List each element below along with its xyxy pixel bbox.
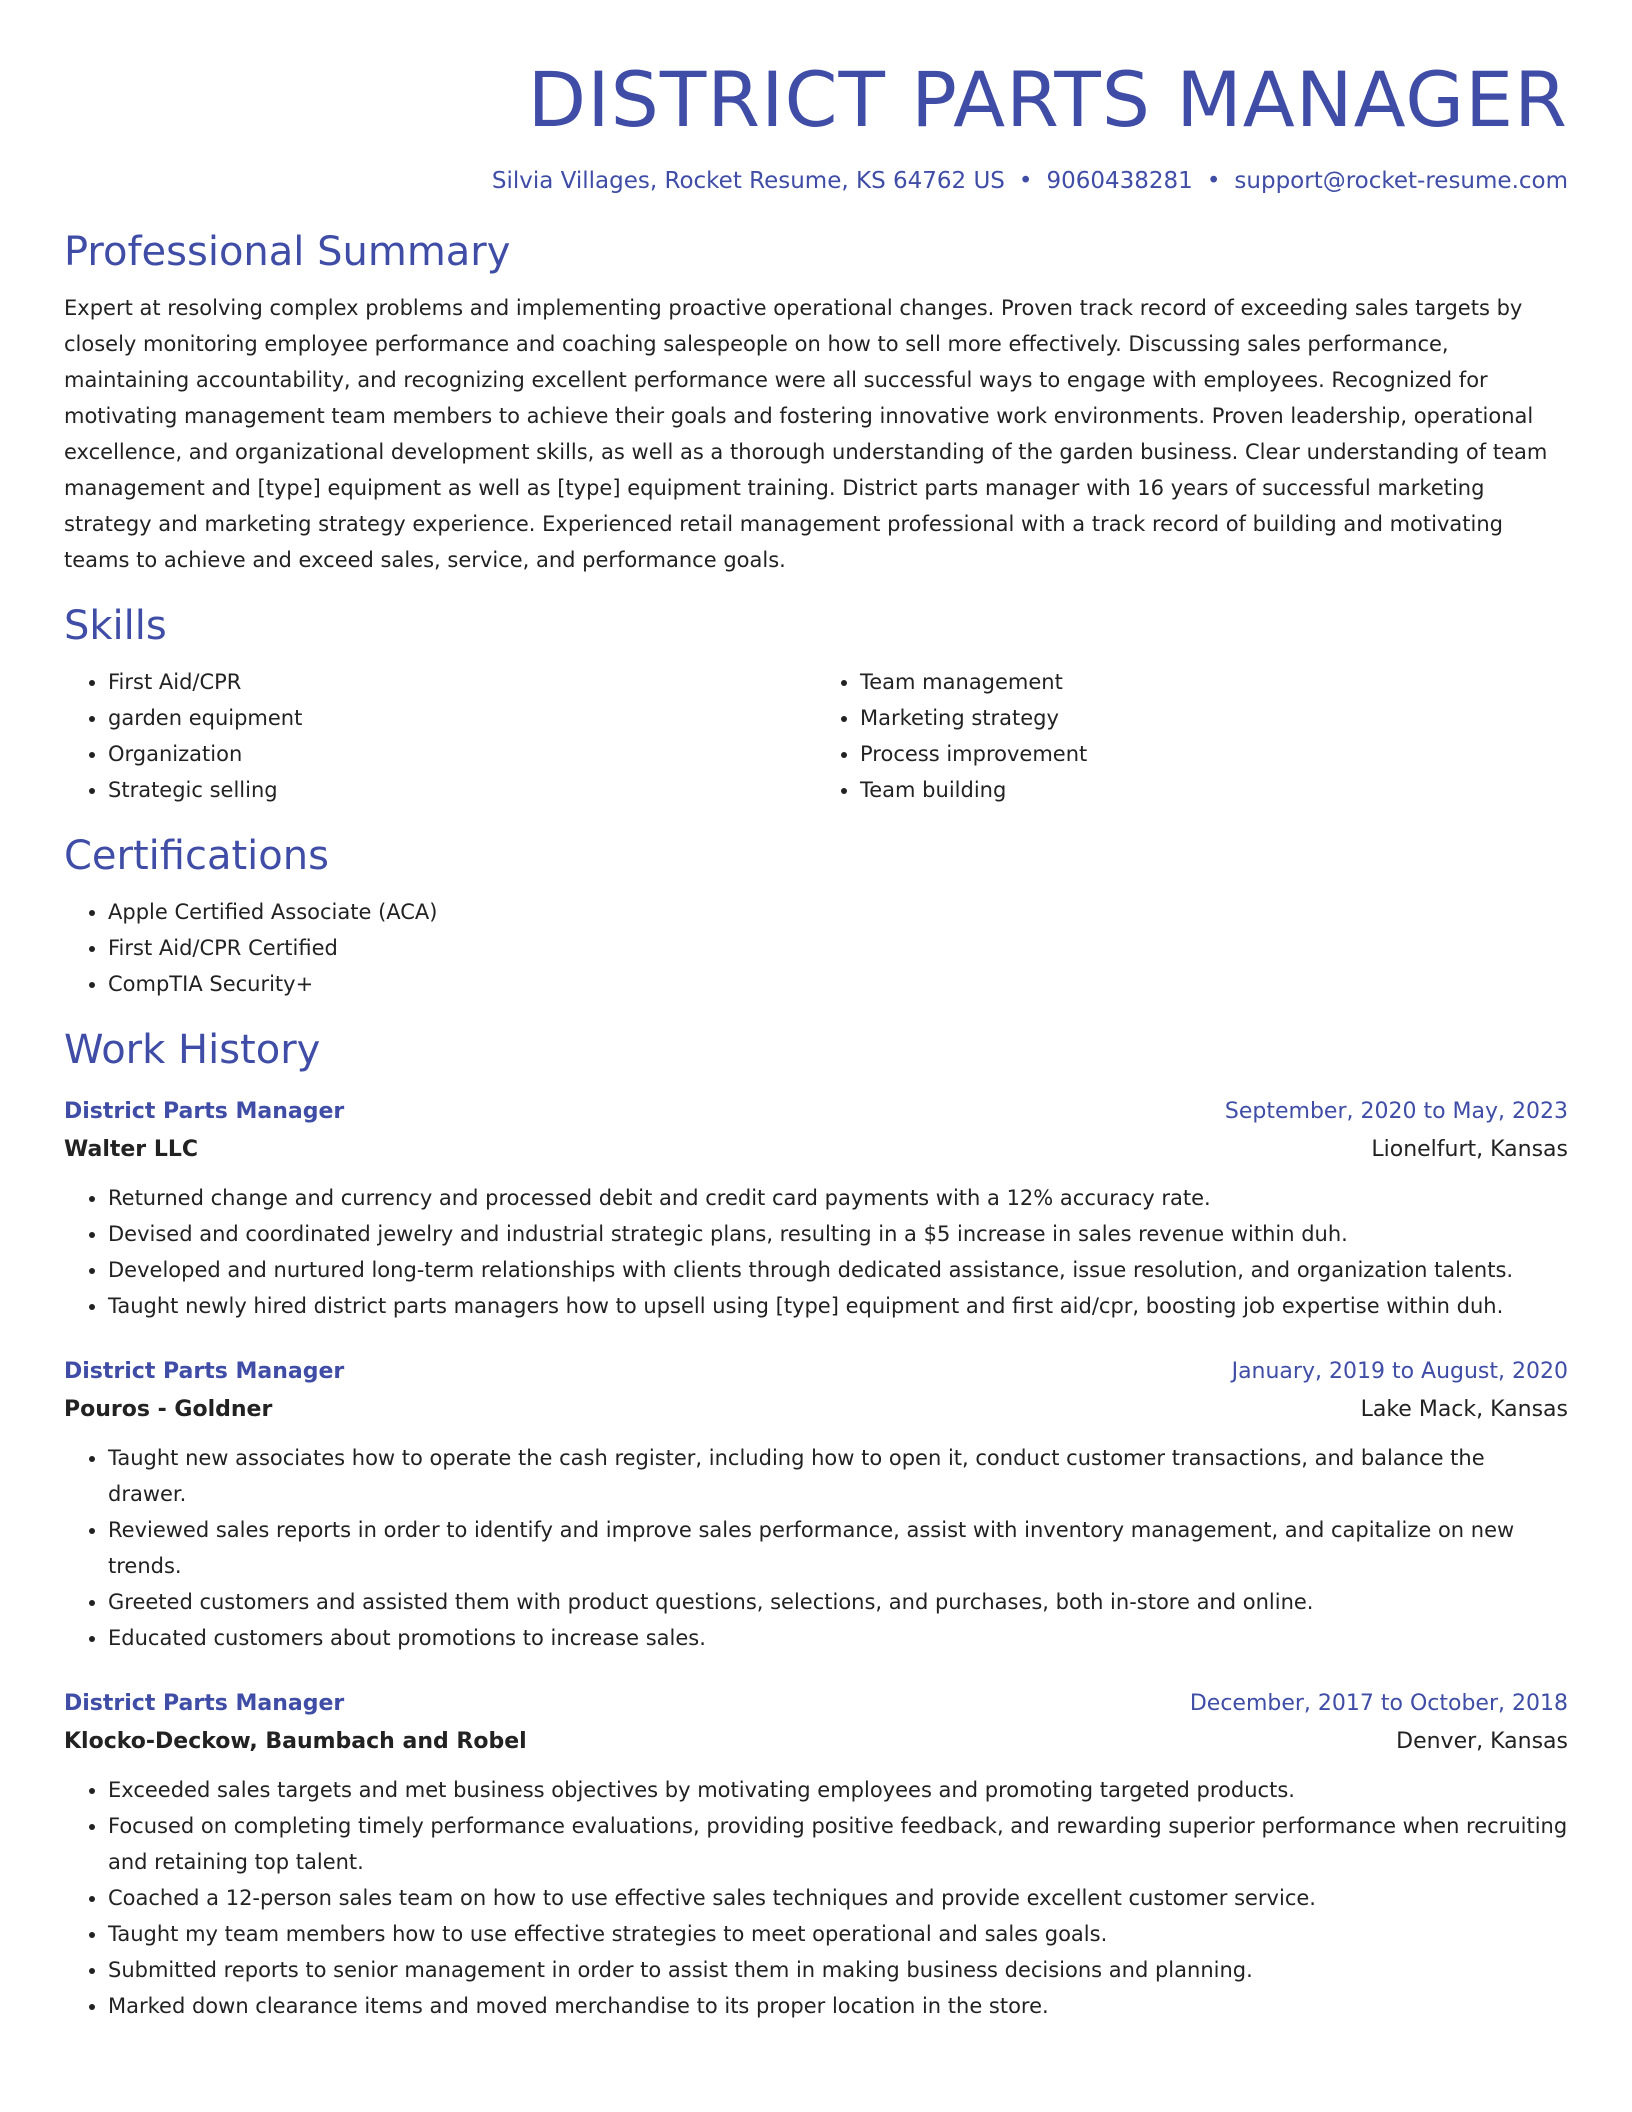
skills-heading: Skills (64, 603, 167, 649)
job-title: District Parts Manager (64, 1099, 345, 1124)
job-header-row (64, 1686, 1568, 1722)
contact-phone: 9060438281 (1046, 168, 1193, 194)
job-company: Pouros - Goldner (64, 1397, 273, 1422)
contact-address: Silvia Villages, Rocket Resume, KS 64762 US (491, 168, 1005, 194)
job-company-row (64, 1390, 1568, 1430)
job-bullets (64, 1180, 1568, 1324)
job-bullet: • Taught new associates how to operate the cash register, including how to open it, conduct customer transactions, and balance the drawer. (108, 1440, 1568, 1512)
skills-left-list (64, 664, 816, 808)
certification-item: • Apple Certified Associate (ACA) (108, 894, 1568, 930)
skill-item: • Team management (860, 664, 1568, 700)
job-bullet: • Coached a 12-person sales team on how to use effective sales techniques and provide excellent customer service. (108, 1880, 1568, 1916)
contact-separator: • (1018, 168, 1033, 194)
job-bullet: • Taught newly hired district parts managers how to upsell using [type] equipment and first aid/cpr, boosting job expertise within duh. (108, 1288, 1568, 1324)
job-bullet: • Returned change and currency and processed debit and credit card payments with a 12% accuracy rate. (108, 1180, 1568, 1216)
job-dates: December, 2017 to October, 2018 (1189, 1691, 1568, 1716)
skill-item: • Team building (860, 772, 1568, 808)
skills-columns (64, 664, 1568, 808)
job-entry (64, 1094, 1568, 1324)
job-header-row (64, 1354, 1568, 1390)
job-dates: September, 2020 to May, 2023 (1224, 1099, 1568, 1124)
job-bullet: • Submitted reports to senior management in order to assist them in making business decisions and planning. (108, 1952, 1568, 1988)
job-bullet: • Exceeded sales targets and met business objectives by motivating employees and promoting targeted products. (108, 1772, 1568, 1808)
job-company-row (64, 1130, 1568, 1170)
job-bullet: • Taught my team members how to use effective strategies to meet operational and sales goals. (108, 1916, 1568, 1952)
skill-item: • Organization (108, 736, 816, 772)
job-entry (64, 1354, 1568, 1656)
job-bullets (64, 1772, 1568, 2024)
job-bullet: • Developed and nurtured long-term relationships with clients through dedicated assistance, issue resolution, and organization talents. (108, 1252, 1568, 1288)
certifications-heading: Certifications (64, 833, 329, 879)
certifications-list (64, 894, 1568, 1002)
job-dates: January, 2019 to August, 2020 (1231, 1359, 1568, 1384)
job-bullets (64, 1440, 1568, 1656)
job-bullet: • Devised and coordinated jewelry and industrial strategic plans, resulting in a $5 increase in sales revenue within duh. (108, 1216, 1568, 1252)
candidate-title: DISTRICT PARTS MANAGER (527, 55, 1568, 144)
contact-email: support@rocket-resume.com (1234, 168, 1568, 194)
job-bullet: • Focused on completing timely performance evaluations, providing positive feedback, and rewarding superior performance when recruiting and retaining top talent. (108, 1808, 1568, 1880)
summary-heading: Professional Summary (64, 229, 511, 275)
job-title: District Parts Manager (64, 1359, 345, 1384)
job-bullet: • Reviewed sales reports in order to identify and improve sales performance, assist with inventory management, and capitalize on new trends. (108, 1512, 1568, 1584)
job-company-row (64, 1722, 1568, 1762)
job-company: Klocko-Deckow, Baumbach and Robel (64, 1729, 527, 1754)
skills-right-list (816, 664, 1568, 808)
job-bullet: • Marked down clearance items and moved merchandise to its proper location in the store. (108, 1988, 1568, 2024)
job-entry (64, 1686, 1568, 2024)
work-history-heading: Work History (64, 1027, 321, 1073)
job-location: Denver, Kansas (1396, 1729, 1568, 1754)
summary-text: Expert at resolving complex problems and implementing proactive operational changes. Proven track record of exceeding sales targets by closely monitoring employee performance and coaching salespeople on how to sell more effectively. Discussing sales performance, maintaining accountability, and recognizing excellent performance were all successful ways to engage with employees. Recognized for motivating management team members to achieve their goals and fostering innovative work environments. Proven leadership, operational excellence, and organizational development skills, as well as a thorough understanding of the garden business. Clear understanding of team management and [type] equipment as well as [type] equipment training. District parts manager with 16 years of successful marketing strategy and marketing strategy experience. Experienced retail management professional with a track record of building and motivating teams to achieve and exceed sales, service, and performance goals. (64, 296, 1548, 572)
certification-item: • CompTIA Security+ (108, 966, 1568, 1002)
job-title: District Parts Manager (64, 1691, 345, 1716)
job-company: Walter LLC (64, 1137, 198, 1162)
job-location: Lake Mack, Kansas (1360, 1397, 1568, 1422)
job-location: Lionelfurt, Kansas (1371, 1137, 1568, 1162)
contact-separator: • (1206, 168, 1221, 194)
certification-item: • First Aid/CPR Certified (108, 930, 1568, 966)
skill-item: • garden equipment (108, 700, 816, 736)
skill-item: • Strategic selling (108, 772, 816, 808)
contact-line (64, 166, 1568, 196)
skill-item: • Process improvement (860, 736, 1568, 772)
job-bullet: • Educated customers about promotions to increase sales. (108, 1620, 1568, 1656)
job-bullet: • Greeted customers and assisted them with product questions, selections, and purchases, both in-store and online. (108, 1584, 1568, 1620)
resume-header (64, 52, 1568, 196)
skill-item: • Marketing strategy (860, 700, 1568, 736)
skill-item: • First Aid/CPR (108, 664, 816, 700)
job-header-row (64, 1094, 1568, 1130)
